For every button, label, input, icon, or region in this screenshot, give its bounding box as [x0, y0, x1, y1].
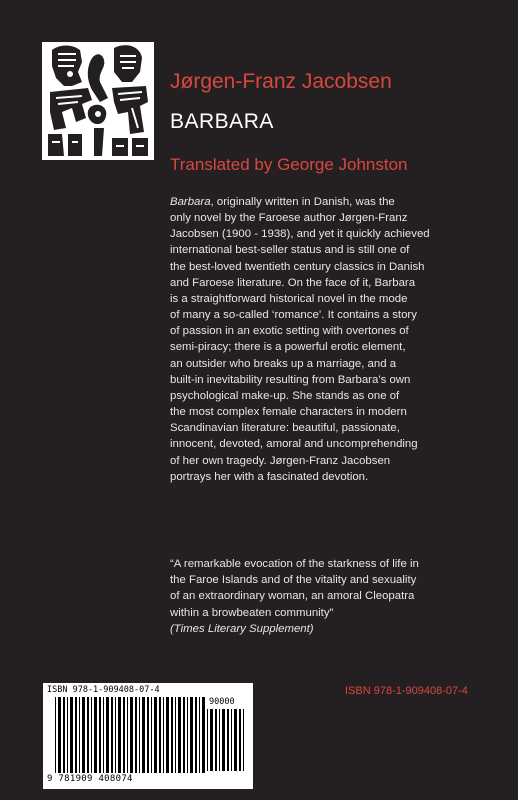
barcode-bar — [94, 697, 97, 773]
blurb-line-1-rest: , originally written in Danish, was the — [210, 196, 395, 208]
barcode-bar — [219, 709, 220, 771]
blurb-line: only novel by the Faroese author Jørgen-Franz — [170, 212, 408, 225]
barcode-bar — [67, 697, 68, 773]
barcode-bar — [135, 697, 137, 773]
barcode-bar — [243, 709, 244, 771]
barcode-bar — [87, 697, 89, 773]
barcode-addon-bars — [207, 709, 247, 771]
viking-carving-logo-icon — [42, 42, 154, 160]
barcode-bar — [130, 697, 133, 773]
blurb-line: and Faroese literature. On the face of it, Barbara — [170, 276, 416, 289]
barcode-bar — [70, 697, 73, 773]
quote-line: the Faroe Islands and of the vitality and sexuality — [170, 574, 417, 587]
blurb-line: built-in inevitability resulting from Barbara’s own — [170, 373, 411, 386]
barcode-bar — [127, 697, 128, 773]
barcode-bar — [239, 709, 241, 771]
blurb-line: the most complex female characters in modern — [170, 406, 407, 419]
barcode-bar — [159, 697, 161, 773]
barcode-bar — [106, 697, 109, 773]
blurb-line: of her own tragedy. Jørgen-Franz Jacobsen — [170, 454, 391, 467]
barcode-bar — [151, 697, 152, 773]
barcode-bar — [178, 697, 181, 773]
barcode-bar — [75, 697, 77, 773]
author-name: Jørgen-Franz Jacobsen — [170, 70, 392, 93]
isbn-barcode — [43, 683, 253, 789]
barcode-bar — [171, 697, 173, 773]
barcode-bar — [58, 697, 61, 773]
barcode-bar — [210, 709, 213, 771]
barcode-price-code: 90000 — [209, 697, 235, 707]
barcode-bar — [79, 697, 80, 773]
barcode-bar — [55, 697, 56, 773]
review-quote — [170, 556, 480, 637]
barcode-bar — [175, 697, 176, 773]
blurb-line: innocent, devoted, amoral and uncomprehending — [170, 438, 418, 451]
barcode-bar — [215, 709, 217, 771]
barcode-bar — [207, 709, 208, 771]
barcode-bar — [190, 697, 193, 773]
barcode-bar — [99, 697, 101, 773]
barcode-bar — [147, 697, 149, 773]
book-blurb — [170, 194, 476, 485]
blurb-line: international best-seller status and is still one of — [170, 244, 410, 257]
blurb-line: portrays her with a fascinated devotion. — [170, 470, 369, 483]
barcode-bar — [142, 697, 145, 773]
isbn-number: ISBN 978-1-909408-07-4 — [345, 685, 468, 697]
blurb-line: of passion in an exotic setting with overtones of — [170, 325, 409, 338]
barcode-bars — [55, 697, 205, 773]
barcode-bar — [123, 697, 125, 773]
barcode-bar — [91, 697, 92, 773]
barcode-bar — [195, 697, 197, 773]
barcode-bar — [139, 697, 140, 773]
barcode-bar — [154, 697, 157, 773]
quote-line: of an extraordinary woman, an amoral Cleopatra — [170, 590, 415, 603]
barcode-bar — [111, 697, 113, 773]
barcode-bar — [82, 697, 85, 773]
blurb-line: semi-piracy; there is a powerful erotic element, — [170, 341, 406, 354]
barcode-bar — [115, 697, 116, 773]
blurb-title-word: Barbara — [170, 196, 211, 208]
blurb-line: is a straightforward historical novel in the mode — [170, 292, 408, 305]
blurb-line: the best-loved twentieth century classics in Danish — [170, 260, 425, 273]
barcode-digits: 9 781909 408074 — [47, 774, 133, 784]
quote-line: within a browbeaten community” — [170, 606, 334, 619]
barcode-bar — [63, 697, 65, 773]
barcode-bar — [118, 697, 121, 773]
blurb-line: psychological make-up. She stands as one of — [170, 389, 400, 402]
barcode-bar — [187, 697, 188, 773]
barcode-bar — [166, 697, 169, 773]
barcode-bar — [231, 709, 232, 771]
blurb-line: Scandinavian literature: beautiful, passionate, — [170, 422, 400, 435]
translator-credit: Translated by George Johnston — [170, 155, 408, 174]
barcode-bar — [163, 697, 164, 773]
quote-line: “A remarkable evocation of the starkness of life in — [170, 558, 419, 570]
barcode-bar — [199, 697, 200, 773]
barcode-bar — [227, 709, 229, 771]
blurb-line: an outsider who breaks up a marriage, and a — [170, 357, 397, 370]
blurb-line: Jacobsen (1900 - 1938), and yet it quickly achieved — [170, 228, 430, 241]
barcode-isbn-label: ISBN 978-1-909408-07-4 — [47, 685, 160, 695]
barcode-bar — [222, 709, 225, 771]
barcode-bar — [103, 697, 104, 773]
blurb-line: of many a so-called ‘romance’. It contains a story — [170, 309, 417, 322]
book-title: BARBARA — [170, 110, 274, 133]
quote-source: (Times Literary Supplement) — [170, 622, 314, 635]
barcode-bar — [202, 697, 205, 773]
barcode-bar — [183, 697, 185, 773]
barcode-bar — [234, 709, 237, 771]
